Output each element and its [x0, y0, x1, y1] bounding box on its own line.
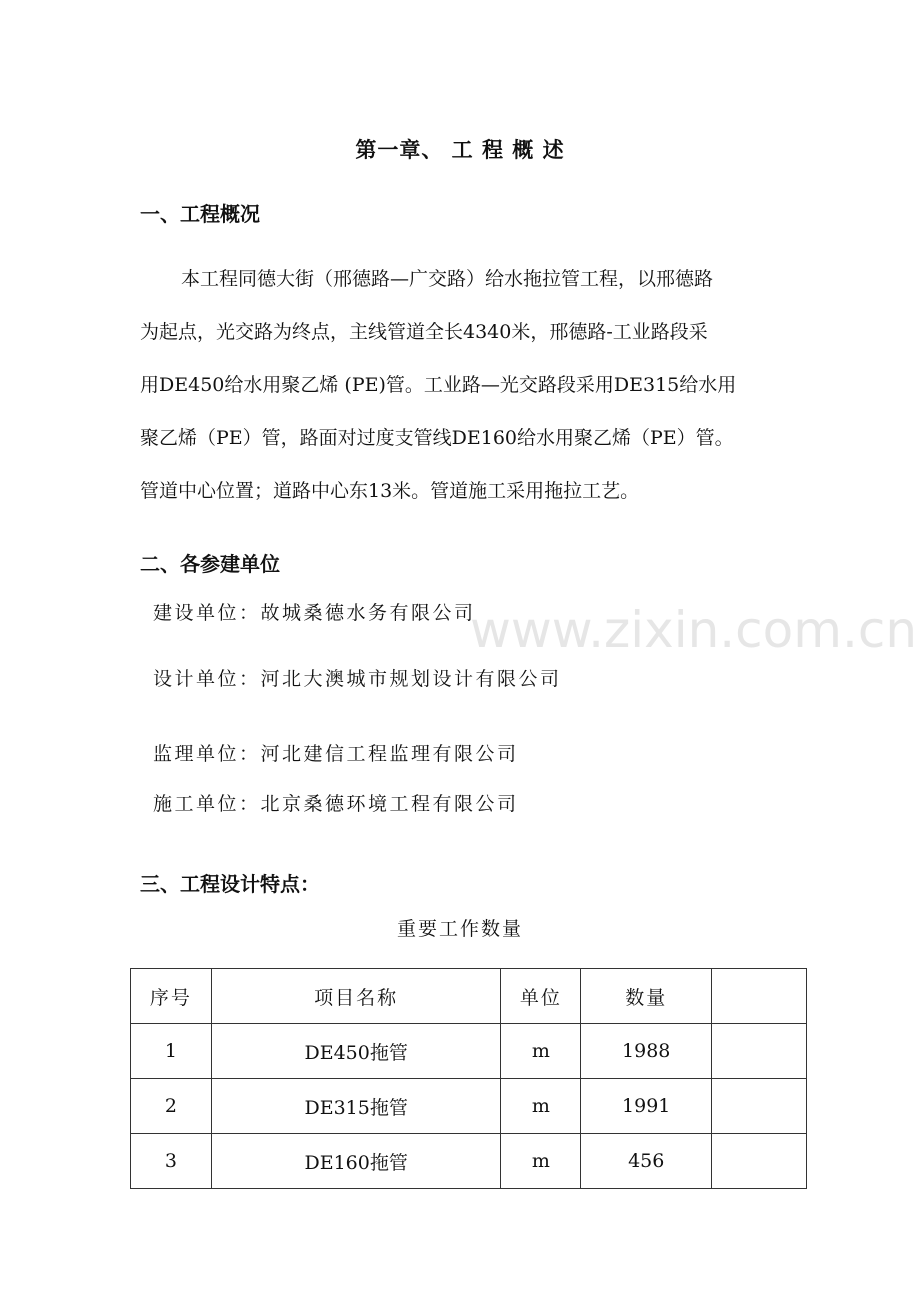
table-cell: 1: [131, 1024, 212, 1079]
table-cell: 1988: [581, 1024, 712, 1079]
table-cell: DE450拖管: [211, 1024, 501, 1079]
party-supervisor: [153, 739, 519, 766]
table-cell: 456: [581, 1134, 712, 1189]
paragraph-line: 本工程同德大街（邢德路—广交路）给水拖拉管工程，以邢德路: [181, 268, 714, 290]
party-label: 施工单位：: [153, 793, 261, 815]
paragraph-line: 聚乙烯（PE）管，路面对过度支管线DE160给水用聚乙烯（PE）管。: [140, 427, 734, 449]
section-heading-parties: 二、各参建单位: [140, 552, 280, 576]
paragraph-line: 用DE450给水用聚乙烯 (PE)管。工业路—光交路段采用DE315给水用: [140, 374, 737, 396]
table-cell: DE160拖管: [211, 1134, 501, 1189]
header-cell-index: 序号: [131, 969, 212, 1024]
party-contractor: [153, 789, 519, 816]
watermark: www.zixin.com.cn: [470, 601, 918, 659]
header-cell-item: 项目名称: [211, 969, 501, 1024]
table-cell: [712, 1134, 807, 1189]
chapter-title: 第一章、 工 程 概 述: [355, 137, 565, 162]
table-row: [131, 1024, 807, 1079]
table-cell: 3: [131, 1134, 212, 1189]
header-cell-unit: 单位: [501, 969, 581, 1024]
header-cell-extra: [712, 969, 807, 1024]
table-cell: 2: [131, 1079, 212, 1134]
table-cell: m: [501, 1024, 581, 1079]
overview-paragraph: [140, 253, 790, 518]
party-value: 故城桑德水务有限公司: [260, 602, 476, 624]
table-cell: 1991: [581, 1079, 712, 1134]
header-cell-quantity: 数量: [581, 969, 712, 1024]
table-cell: DE315拖管: [211, 1079, 501, 1134]
party-label: 设计单位：: [153, 668, 261, 690]
paragraph-line: 为起点，光交路为终点，主线管道全长4340米，邢德路-工业路段采: [140, 321, 708, 343]
paragraph-line: 管道中心位置；道路中心东13米。管道施工采用拖拉工艺。: [140, 480, 640, 502]
party-value: 河北大澳城市规划设计有限公司: [260, 668, 562, 690]
section-heading-overview: 一、工程概况: [140, 202, 260, 226]
party-value: 北京桑德环境工程有限公司: [260, 793, 519, 815]
table-cell: [712, 1024, 807, 1079]
table-cell: m: [501, 1134, 581, 1189]
party-designer: [153, 664, 562, 691]
party-value: 河北建信工程监理有限公司: [260, 743, 519, 765]
party-label: 监理单位：: [153, 743, 261, 765]
table-title: 重要工作数量: [396, 918, 523, 940]
table-cell: m: [501, 1079, 581, 1134]
party-label: 建设单位：: [153, 602, 261, 624]
table-row: [131, 1079, 807, 1134]
party-owner: [153, 598, 476, 625]
table-header-row: [131, 969, 807, 1024]
table-row: [131, 1134, 807, 1189]
quantity-table: [130, 968, 807, 1189]
table-cell: [712, 1079, 807, 1134]
section-heading-design: 三、工程设计特点：: [140, 872, 320, 896]
